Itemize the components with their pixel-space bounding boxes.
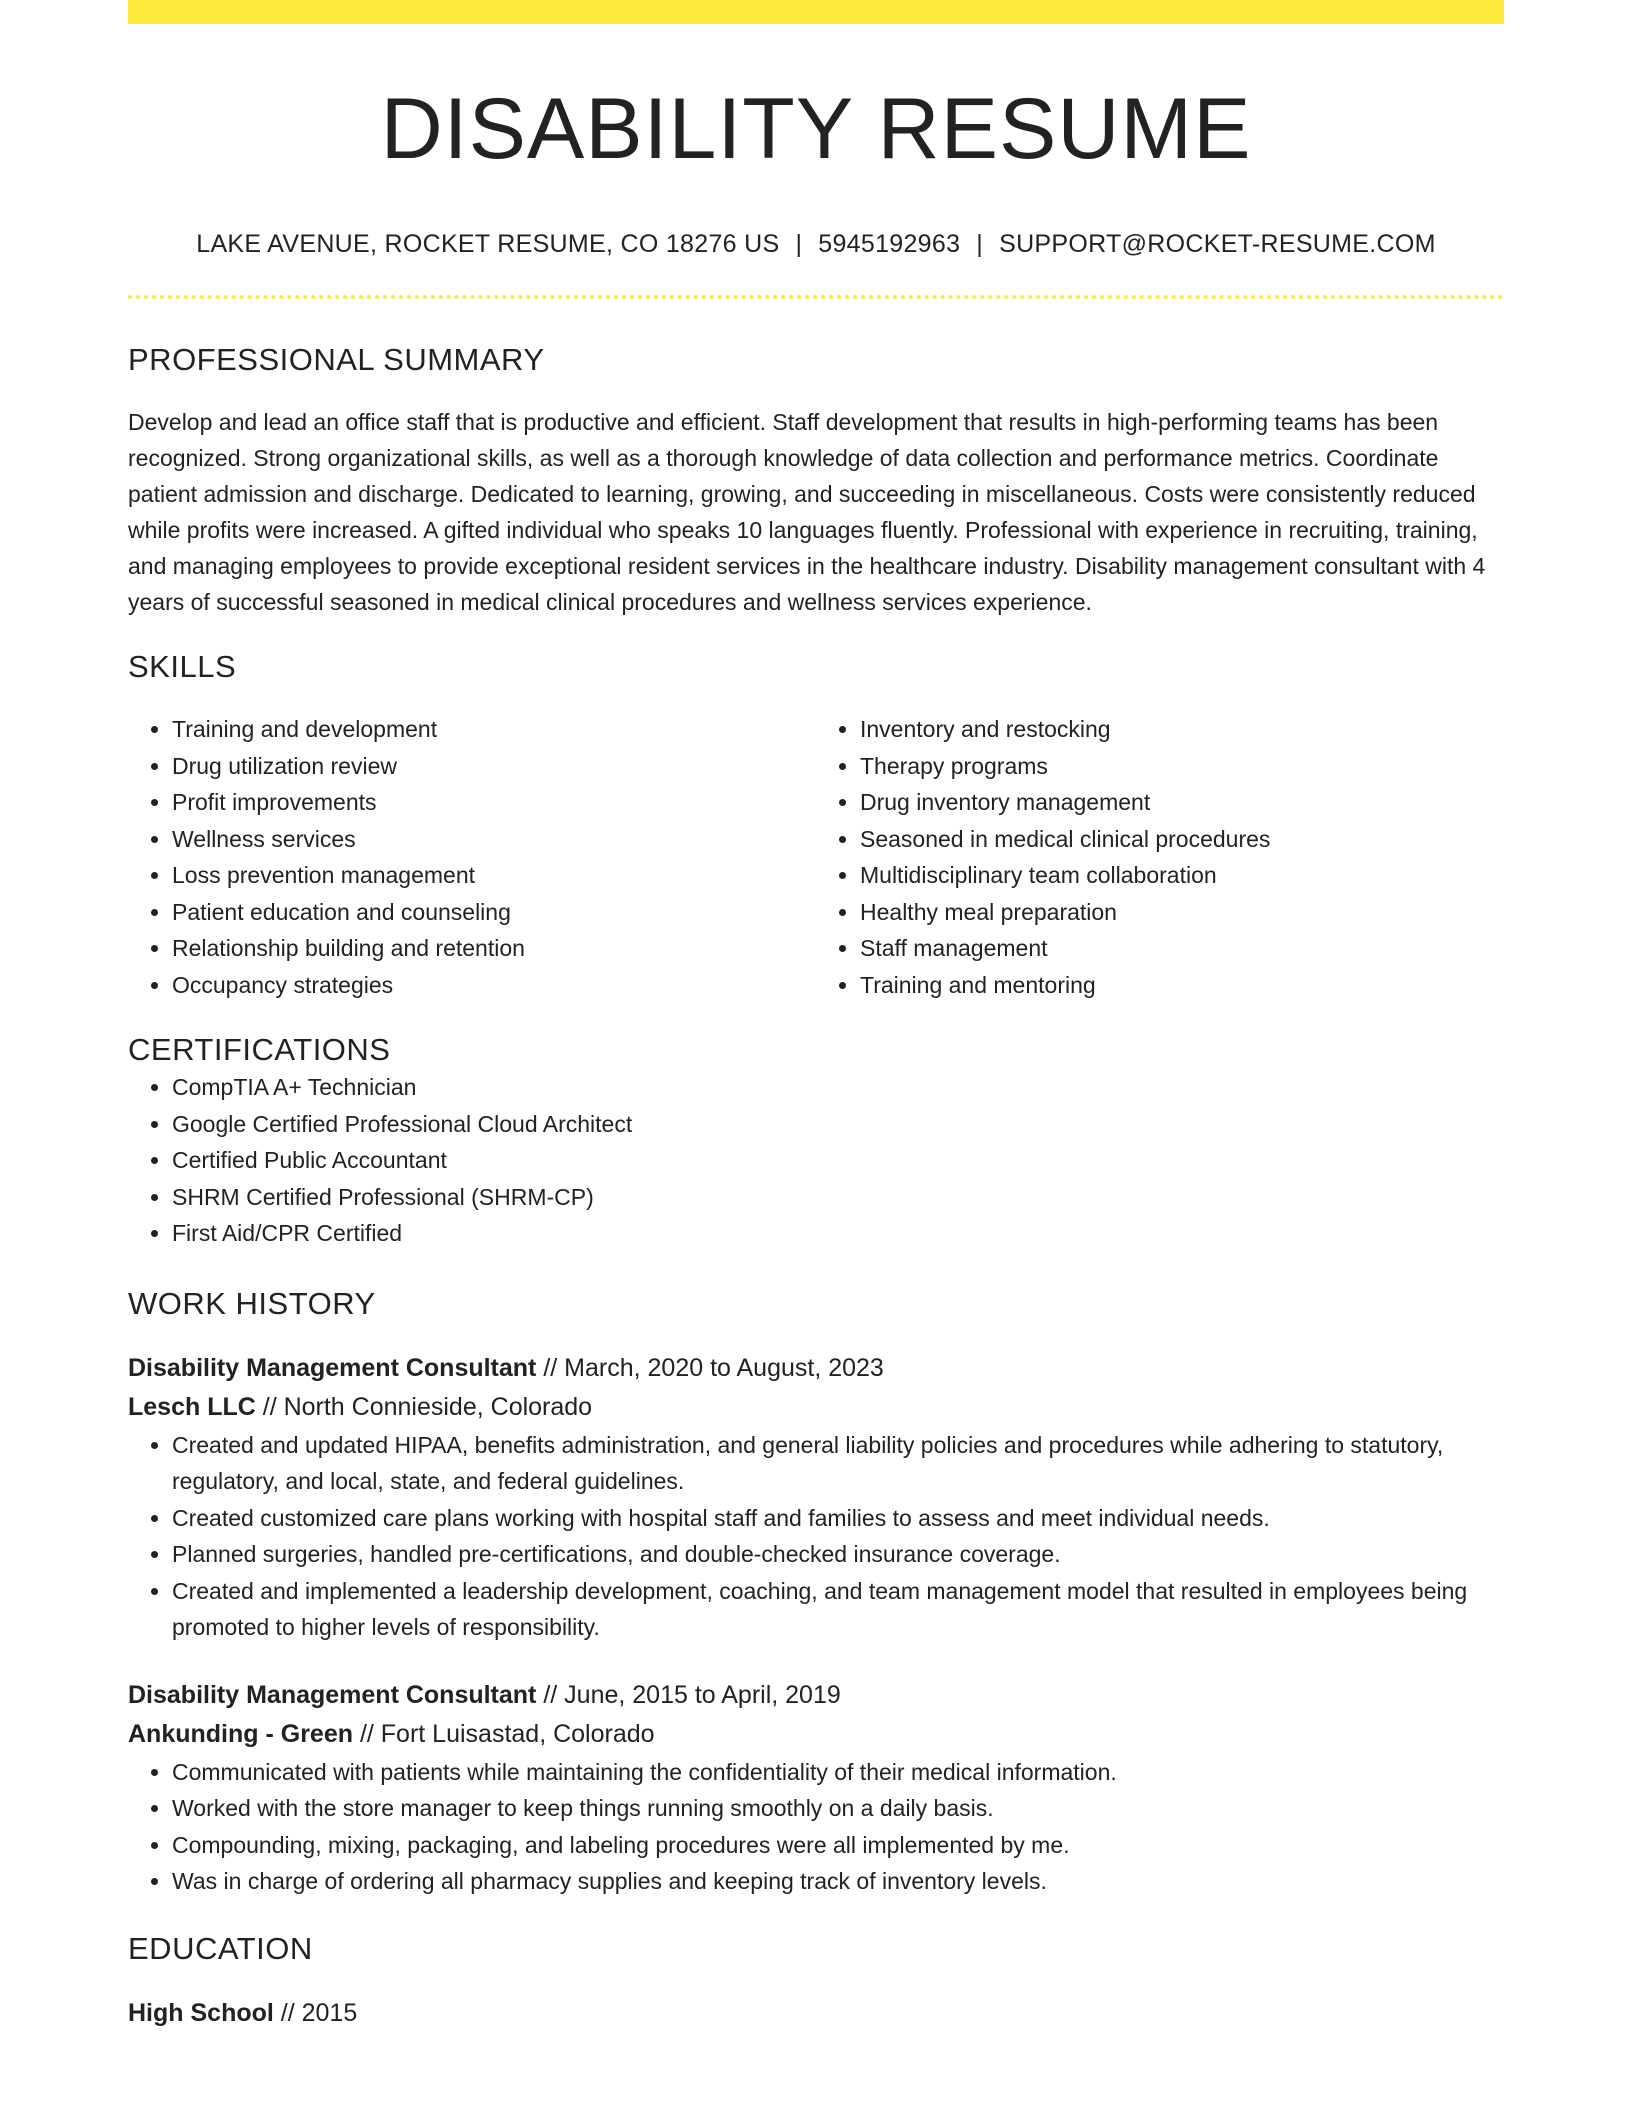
contact-email: SUPPORT@ROCKET-RESUME.COM [999,230,1436,258]
skill-item: • Training and mentoring [860,967,1504,1004]
job-title-line [128,1349,1504,1388]
job-duty: • Worked with the store manager to keep things running smoothly on a daily basis. [172,1790,1504,1827]
job-title: Disability Management Consultant [128,1680,537,1709]
contact-separator: | [795,230,803,258]
skill-item: • Profit improvements [172,784,816,821]
job-duty: • Planned surgeries, handled pre-certifications, and double-checked insurance coverage. [172,1536,1504,1573]
skill-item: • Drug inventory management [860,784,1504,821]
job-company-line [128,1388,1504,1427]
job-dates: // March, 2020 to August, 2023 [536,1353,884,1382]
certifications-list [128,1069,1504,1252]
job-title-line [128,1676,1504,1715]
job-duty: • Created and implemented a leadership development, coaching, and team management model that resulted in employees being promoted to higher levels of responsibility. [172,1573,1504,1646]
job-entry [128,1349,1504,1646]
job-dates: // June, 2015 to April, 2019 [536,1680,841,1709]
certification-item: • Google Certified Professional Cloud Architect [172,1106,1504,1143]
job-duties-list [128,1427,1504,1646]
job-duty: • Created and updated HIPAA, benefits administration, and general liability policies and procedures while adhering to statutory, regulatory, and local, state, and federal guidelines. [172,1427,1504,1500]
education-entry [128,1994,1504,2033]
skill-item: • Training and development [172,711,816,748]
job-company: Lesch LLC [128,1392,256,1421]
job-duties-list [128,1754,1504,1900]
certifications-heading: CERTIFICATIONS [128,1032,391,1067]
certification-item: • CompTIA A+ Technician [172,1069,1504,1106]
resume-title: DISABILITY RESUME [380,81,1252,177]
skill-item: • Therapy programs [860,748,1504,785]
skill-item: • Patient education and counseling [172,894,816,931]
job-duty: • Was in charge of ordering all pharmacy supplies and keeping track of inventory levels. [172,1863,1504,1900]
resume-content [128,0,1504,2033]
skill-item: • Seasoned in medical clinical procedures [860,821,1504,858]
skill-item: • Wellness services [172,821,816,858]
job-location: // North Connieside, Colorado [255,1392,593,1421]
contact-phone: 5945192963 [818,230,961,258]
summary-text: Develop and lead an office staff that is productive and efficient. Staff development that results in high-performing teams has been recognized. Strong organizational skills, as well as a thorough knowledge of data collection and performance metrics. Coordinate patient admission and discharge. Dedicated to learning, growing, and succeeding in miscellaneous. Costs were consistently reduced while profits were increased. A gifted individual who speaks 10 languages fluently. Professional with experience in recruiting, training, and managing employees to provide exceptional resident services in the healthcare industry. Disability management consultant with 4 years of successful seasoned in medical clinical procedures and wellness services experience. [128,409,1486,615]
skill-item: • Drug utilization review [172,748,816,785]
contact-separator: | [976,230,984,258]
certification-item: • First Aid/CPR Certified [172,1215,1504,1252]
certification-item: • SHRM Certified Professional (SHRM-CP) [172,1179,1504,1216]
job-duty: • Created customized care plans working with hospital staff and families to assess and meet individual needs. [172,1500,1504,1537]
skill-item: • Multidisciplinary team collaboration [860,857,1504,894]
skill-item: • Relationship building and retention [172,930,816,967]
skill-item: • Healthy meal preparation [860,894,1504,931]
education-heading: EDUCATION [128,1930,313,1966]
skill-item: • Inventory and restocking [860,711,1504,748]
education-year: // 2015 [273,1998,358,2027]
contact-line [128,229,1504,259]
skill-item: • Occupancy strategies [172,967,816,1004]
job-location: // Fort Luisastad, Colorado [353,1719,655,1748]
job-duty: • Compounding, mixing, packaging, and labeling procedures were all implemented by me. [172,1827,1504,1864]
job-entry [128,1676,1504,1900]
skills-heading: SKILLS [128,649,237,684]
skill-item: • Loss prevention management [172,857,816,894]
job-company: Ankunding - Green [128,1719,353,1748]
dotted-divider [128,295,1504,299]
contact-address: LAKE AVENUE, ROCKET RESUME, CO 18276 US [196,230,780,258]
summary-heading: PROFESSIONAL SUMMARY [128,342,545,377]
skills-left-list [128,711,816,1003]
skills-columns [128,711,1504,1003]
job-duty: • Communicated with patients while maintaining the confidentiality of their medical information. [172,1754,1504,1791]
job-title: Disability Management Consultant [128,1353,537,1382]
education-school: High School [128,1998,274,2027]
skill-item: • Staff management [860,930,1504,967]
skills-right-list [816,711,1504,1003]
work-history-heading: WORK HISTORY [128,1285,376,1321]
job-company-line [128,1715,1504,1754]
certification-item: • Certified Public Accountant [172,1142,1504,1179]
